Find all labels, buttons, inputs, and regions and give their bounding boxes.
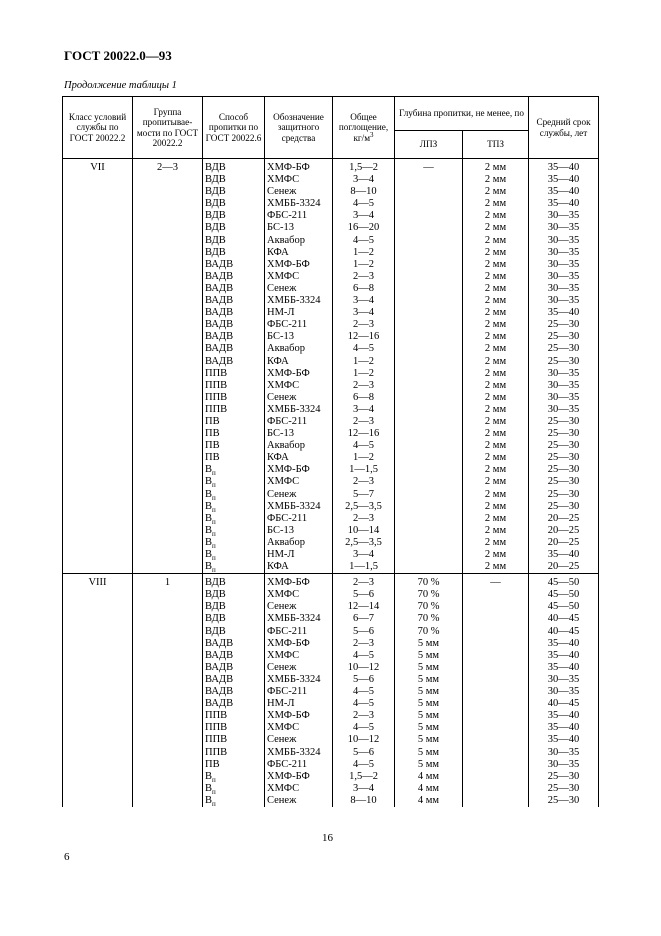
cell-agent: Аквабор [265,440,333,452]
cell-absorption: 2—3 [333,319,395,331]
cell-method: ВАДВ [203,674,265,686]
cell-method: ПВ [203,428,265,440]
cell-agent: Сенеж [265,489,333,501]
cell-tpz: 2 мм [463,501,529,513]
cell-absorption: 12—14 [333,601,395,613]
cell-agent: ХМФС [265,783,333,795]
cell-tpz: 2 мм [463,368,529,380]
cell-absorption: 4—5 [333,686,395,698]
cell-life: 30—35 [529,259,599,271]
cell-lpz: 5 мм [395,722,463,734]
cell-agent: ХМФ-БФ [265,464,333,476]
cell-life: 20—25 [529,561,599,574]
cell-agent: ФБС-211 [265,759,333,771]
cell-tpz: 2 мм [463,235,529,247]
cell-agent: ФБС-211 [265,416,333,428]
cell-agent: Сенеж [265,283,333,295]
cell-tpz: 2 мм [463,513,529,525]
cell-agent: ХМФС [265,722,333,734]
cell-lpz: 70 % [395,626,463,638]
cell-tpz: 2 мм [463,247,529,259]
cell-life: 35—40 [529,198,599,210]
col-header-method: Способ пропитки по ГОСТ 20022.6 [203,97,265,159]
cell-agent: КФА [265,452,333,464]
cell-absorption: 1—2 [333,247,395,259]
cell-life: 20—25 [529,525,599,537]
cell-lpz: 4 мм [395,795,463,807]
cell-method: ПВ [203,440,265,452]
cell-life: 30—35 [529,295,599,307]
cell-absorption: 5—6 [333,626,395,638]
cell-agent: ХМББ-3324 [265,404,333,416]
cell-tpz: 2 мм [463,416,529,428]
cell-absorption: 10—12 [333,662,395,674]
cell-agent: ХМББ-3324 [265,613,333,625]
cell-life: 25—30 [529,771,599,783]
cell-method: ВАДВ [203,283,265,295]
cell-agent: ХМФ-БФ [265,638,333,650]
cell-agent: ФБС-211 [265,210,333,222]
cell-agent: БС-13 [265,525,333,537]
cell-tpz: 2 мм [463,210,529,222]
cell-absorption: 6—8 [333,392,395,404]
cell-agent: ХМББ-3324 [265,198,333,210]
cell-tpz: 2 мм [463,331,529,343]
cell-lpz: 70 % [395,601,463,613]
cell-method: ПВ [203,452,265,464]
cell-life: 30—35 [529,368,599,380]
cell-lpz-merged: — [395,159,463,574]
cell-method: $В_п$ [203,783,265,795]
cell-tpz: 2 мм [463,404,529,416]
cell-life: 35—40 [529,650,599,662]
cell-absorption: 2—3 [333,513,395,525]
cell-life: 30—35 [529,283,599,295]
cell-agent: БС-13 [265,331,333,343]
cell-group: 2—3 [133,159,203,574]
cell-absorption: 8—10 [333,186,395,198]
cell-absorption: 2—3 [333,380,395,392]
cell-agent: ФБС-211 [265,319,333,331]
cell-method: ППВ [203,404,265,416]
cell-tpz: 2 мм [463,452,529,464]
cell-method: $В_п$ [203,513,265,525]
impregnation-table [62,96,599,807]
cell-group: 1 [133,574,203,807]
cell-absorption: 12—16 [333,331,395,343]
cell-tpz: 2 мм [463,356,529,368]
cell-agent: ХМББ-3324 [265,295,333,307]
cell-life: 40—45 [529,626,599,638]
cell-agent: БС-13 [265,222,333,234]
cell-method: ВДВ [203,198,265,210]
cell-method: ВДВ [203,210,265,222]
cell-tpz: 2 мм [463,561,529,574]
cell-agent: ХМФ-БФ [265,159,333,175]
cell-tpz: 2 мм [463,159,529,175]
cell-method: ВАДВ [203,343,265,355]
cell-absorption: 3—4 [333,783,395,795]
cell-method: ВДВ [203,574,265,590]
cell-absorption: 4—5 [333,722,395,734]
cell-life: 35—40 [529,549,599,561]
cell-lpz: 70 % [395,574,463,590]
cell-method: $В_п$ [203,549,265,561]
cell-life: 30—35 [529,222,599,234]
cell-tpz: 2 мм [463,283,529,295]
cell-absorption: 2,5—3,5 [333,501,395,513]
cell-tpz: 2 мм [463,428,529,440]
cell-lpz: 5 мм [395,734,463,746]
cell-lpz: 5 мм [395,650,463,662]
cell-method: ВАДВ [203,638,265,650]
cell-absorption: 3—4 [333,549,395,561]
cell-agent: ХМФС [265,650,333,662]
cell-method: ВАДВ [203,650,265,662]
cell-life: 20—25 [529,513,599,525]
cell-absorption: 1,5—2 [333,771,395,783]
cell-agent: НМ-Л [265,307,333,319]
cell-absorption: 6—7 [333,613,395,625]
table-row [63,159,599,175]
cell-agent: ФБС-211 [265,626,333,638]
col-header-depth: Глубина пропитки, не менее, по [395,97,529,131]
cell-method: $В_п$ [203,795,265,807]
col-header-lpz: ЛПЗ [395,131,463,159]
cell-life: 45—50 [529,574,599,590]
cell-lpz: 5 мм [395,638,463,650]
cell-tpz: 2 мм [463,343,529,355]
col-header-agent: Обозначение защитного средства [265,97,333,159]
cell-life: 35—40 [529,174,599,186]
cell-life: 40—45 [529,698,599,710]
cell-absorption: 1—2 [333,452,395,464]
cell-agent: НМ-Л [265,549,333,561]
cell-method: ВДВ [203,601,265,613]
cell-absorption: 4—5 [333,698,395,710]
cell-agent: Сенеж [265,392,333,404]
cell-life: 30—35 [529,247,599,259]
cell-method: ППВ [203,380,265,392]
cell-method: ВДВ [203,186,265,198]
cell-absorption: 1—1,5 [333,464,395,476]
cell-method: ППВ [203,710,265,722]
cell-life: 25—30 [529,440,599,452]
cell-method: ВДВ [203,159,265,175]
cell-method: ВАДВ [203,295,265,307]
col-header-group: Группа пропитывае-мости по ГОСТ 20022.2 [133,97,203,159]
cell-tpz: 2 мм [463,392,529,404]
cell-tpz: 2 мм [463,198,529,210]
cell-absorption: 2—3 [333,271,395,283]
cell-life: 35—40 [529,710,599,722]
cell-life: 35—40 [529,722,599,734]
cell-class: VII [63,159,133,574]
cell-life: 25—30 [529,795,599,807]
cell-absorption: 4—5 [333,440,395,452]
cell-agent: ХМББ-3324 [265,501,333,513]
cell-absorption: 1—2 [333,356,395,368]
cell-absorption: 10—12 [333,734,395,746]
cell-agent: НМ-Л [265,698,333,710]
cell-life: 30—35 [529,271,599,283]
cell-method: ВАДВ [203,662,265,674]
cell-life: 35—40 [529,638,599,650]
cell-agent: Аквабор [265,343,333,355]
cell-life: 30—35 [529,686,599,698]
cell-absorption: 5—6 [333,747,395,759]
cell-absorption: 10—14 [333,525,395,537]
cell-agent: ХМФ-БФ [265,710,333,722]
cell-absorption: 2—3 [333,476,395,488]
cell-method: ППВ [203,368,265,380]
cell-method: ВАДВ [203,307,265,319]
cell-absorption: 2—3 [333,416,395,428]
document-title: ГОСТ 20022.0—93 [64,48,172,63]
cell-tpz: 2 мм [463,259,529,271]
cell-lpz: 5 мм [395,759,463,771]
cell-agent: ХМФ-БФ [265,368,333,380]
cell-agent: ХМФ-БФ [265,771,333,783]
col-header-tpz: ТПЗ [463,131,529,159]
cell-agent: ХМФ-БФ [265,574,333,590]
cell-absorption: 3—4 [333,174,395,186]
cell-tpz: 2 мм [463,222,529,234]
table-row [63,574,599,590]
cell-method: ПВ [203,759,265,771]
cell-tpz: 2 мм [463,464,529,476]
cell-agent: ФБС-211 [265,686,333,698]
page-number-center: 16 [322,832,333,844]
cell-method: ВДВ [203,222,265,234]
cell-method: ППВ [203,734,265,746]
cell-absorption: 2—3 [333,638,395,650]
cell-lpz: 4 мм [395,771,463,783]
cell-absorption: 3—4 [333,404,395,416]
cell-life: 20—25 [529,537,599,549]
cell-tpz: 2 мм [463,295,529,307]
cell-method: ВАДВ [203,698,265,710]
cell-agent: ХМББ-3324 [265,674,333,686]
cell-lpz: 70 % [395,613,463,625]
cell-absorption: 5—6 [333,674,395,686]
cell-agent: ХМФС [265,476,333,488]
cell-agent: БС-13 [265,428,333,440]
cell-tpz: 2 мм [463,174,529,186]
cell-lpz: 5 мм [395,698,463,710]
cell-method: ВДВ [203,247,265,259]
cell-absorption: 4—5 [333,198,395,210]
cell-absorption: 8—10 [333,795,395,807]
cell-method: $В_п$ [203,501,265,513]
cell-agent: Аквабор [265,235,333,247]
cell-method: ВАДВ [203,331,265,343]
cell-life: 25—30 [529,452,599,464]
cell-absorption: 1,5—2 [333,159,395,175]
col-header-class: Класс условий службы по ГОСТ 20022.2 [63,97,133,159]
cell-agent: КФА [265,561,333,574]
cell-lpz: 70 % [395,589,463,601]
cell-agent: КФА [265,356,333,368]
cell-absorption: 1—1,5 [333,561,395,574]
cell-agent: ФБС-211 [265,513,333,525]
cell-life: 35—40 [529,734,599,746]
cell-tpz: 2 мм [463,549,529,561]
cell-life: 25—30 [529,356,599,368]
cell-method: ВДВ [203,626,265,638]
cell-life: 30—35 [529,674,599,686]
cell-tpz: 2 мм [463,525,529,537]
cell-life: 30—35 [529,759,599,771]
cell-absorption: 3—4 [333,307,395,319]
table-body [63,159,599,807]
cell-method: $В_п$ [203,525,265,537]
cell-agent: Аквабор [265,537,333,549]
cell-absorption: 3—4 [333,210,395,222]
cell-method: ВАДВ [203,686,265,698]
cell-tpz: 2 мм [463,476,529,488]
cell-method: ВАДВ [203,271,265,283]
page-number-left: 6 [64,851,70,863]
cell-tpz: 2 мм [463,489,529,501]
cell-absorption: 16—20 [333,222,395,234]
cell-absorption: 1—2 [333,259,395,271]
cell-tpz: 2 мм [463,319,529,331]
cell-life: 30—35 [529,392,599,404]
cell-life: 25—30 [529,428,599,440]
cell-lpz: 5 мм [395,674,463,686]
cell-agent: Сенеж [265,734,333,746]
cell-life: 25—30 [529,476,599,488]
cell-agent: ХМФС [265,174,333,186]
cell-method: ВДВ [203,589,265,601]
table-continuation-caption: Продолжение таблицы 1 [64,80,177,91]
cell-life: 35—40 [529,159,599,175]
cell-life: 30—35 [529,210,599,222]
cell-agent: Сенеж [265,662,333,674]
cell-lpz: 5 мм [395,747,463,759]
cell-life: 35—40 [529,186,599,198]
cell-agent: ХМФС [265,271,333,283]
cell-life: 40—45 [529,613,599,625]
cell-tpz: 2 мм [463,537,529,549]
cell-agent: Сенеж [265,795,333,807]
cell-life: 25—30 [529,464,599,476]
cell-life: 25—30 [529,331,599,343]
cell-tpz: 2 мм [463,440,529,452]
cell-tpz: 2 мм [463,380,529,392]
cell-class: VIII [63,574,133,807]
cell-absorption: 6—8 [333,283,395,295]
cell-absorption: 5—7 [333,489,395,501]
cell-method: ВАДВ [203,319,265,331]
cell-absorption: 12—16 [333,428,395,440]
cell-life: 45—50 [529,589,599,601]
cell-agent: Сенеж [265,186,333,198]
cell-absorption: 2—3 [333,710,395,722]
cell-method: ВДВ [203,235,265,247]
cell-agent: КФА [265,247,333,259]
cell-life: 25—30 [529,343,599,355]
cell-life: 35—40 [529,662,599,674]
cell-life: 25—30 [529,489,599,501]
cell-method: $В_п$ [203,464,265,476]
cell-lpz: 5 мм [395,710,463,722]
cell-absorption: 4—5 [333,235,395,247]
cell-method: $В_п$ [203,537,265,549]
cell-method: ВАДВ [203,356,265,368]
cell-method: $В_п$ [203,771,265,783]
cell-method: $В_п$ [203,476,265,488]
cell-life: 30—35 [529,380,599,392]
cell-tpz: 2 мм [463,307,529,319]
cell-agent: ХМББ-3324 [265,747,333,759]
cell-absorption: 4—5 [333,343,395,355]
col-header-absorption: Общее поглощение, $кг/м^3$ [333,97,395,159]
cell-absorption: 5—6 [333,589,395,601]
cell-method: $В_п$ [203,489,265,501]
cell-method: $В_п$ [203,561,265,574]
cell-life: 35—40 [529,307,599,319]
cell-tpz: 2 мм [463,271,529,283]
col-header-life: Средний срок службы, лет [529,97,599,159]
cell-agent: Сенеж [265,601,333,613]
cell-agent: ХМФС [265,589,333,601]
cell-method: ППВ [203,722,265,734]
cell-agent: ХМФ-БФ [265,259,333,271]
cell-life: 45—50 [529,601,599,613]
cell-absorption: 4—5 [333,650,395,662]
cell-method: ПВ [203,416,265,428]
cell-tpz: 2 мм [463,186,529,198]
cell-life: 25—30 [529,501,599,513]
cell-absorption: 4—5 [333,759,395,771]
cell-method: ВДВ [203,613,265,625]
cell-life: 30—35 [529,747,599,759]
cell-method: ВДВ [203,174,265,186]
cell-absorption: 3—4 [333,295,395,307]
cell-life: 25—30 [529,416,599,428]
cell-lpz: 5 мм [395,686,463,698]
cell-lpz: 5 мм [395,662,463,674]
cell-life: 30—35 [529,235,599,247]
cell-agent: ХМФС [265,380,333,392]
cell-method: ППВ [203,747,265,759]
cell-life: 25—30 [529,319,599,331]
cell-tpz-merged: — [463,574,529,807]
cell-absorption: 2,5—3,5 [333,537,395,549]
cell-absorption: 2—3 [333,574,395,590]
cell-absorption: 1—2 [333,368,395,380]
cell-life: 30—35 [529,404,599,416]
cell-method: ППВ [203,392,265,404]
cell-method: ВАДВ [203,259,265,271]
cell-lpz: 4 мм [395,783,463,795]
cell-life: 25—30 [529,783,599,795]
